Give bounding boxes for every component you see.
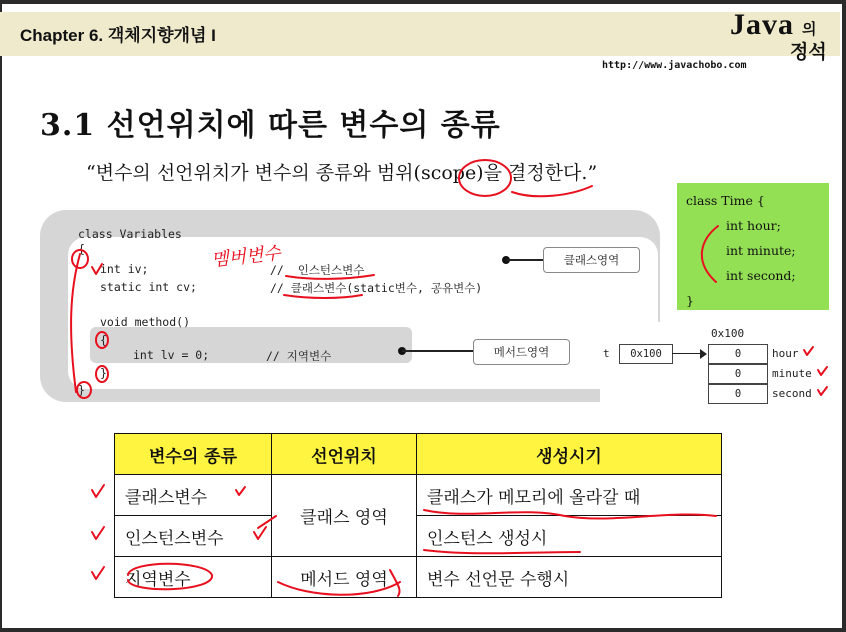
code-line-iv: int iv; <box>100 262 149 276</box>
code-close-brace: } <box>78 383 85 397</box>
chapter-title: Chapter 6. 객체지향개념 I <box>20 26 216 45</box>
code-comment-iv: // 인스턴스변수 <box>270 263 365 277</box>
table-header-row <box>115 434 722 475</box>
table-row <box>115 557 722 598</box>
table-row <box>115 475 722 516</box>
row-kind: 클래스변수 <box>115 475 272 516</box>
header-kind: 변수의 종류 <box>115 434 272 475</box>
code-comment-lv: // 지역변수 <box>266 349 332 363</box>
memory-cell-minute: 0 <box>708 364 768 384</box>
code-comment-cv: // 클래스변수(static변수, 공유변수) <box>270 281 483 295</box>
table-row <box>115 516 722 557</box>
object-address: 0x100 <box>711 327 745 340</box>
code-open-brace: { <box>78 242 85 256</box>
row-kind: 인스턴스변수 <box>115 516 272 557</box>
ref-arrow-head <box>700 349 707 359</box>
slide-title: 3.1 선언위치에 따른 변수의 종류 <box>40 108 501 143</box>
ref-var-name: t <box>603 347 610 360</box>
time-line-1: class Time { <box>686 193 765 208</box>
code-method-line: void method() <box>100 315 191 329</box>
row-when: 인스턴스 생성시 <box>417 516 722 557</box>
code-class-line: class Variables <box>78 227 182 241</box>
row-location-class-area: 클래스 영역 <box>272 475 417 557</box>
code-line-cv: static int cv; <box>100 280 197 294</box>
quote: “변수의 선언위치가 변수의 종류와 범위(scope)을 결정한다.” <box>86 162 598 184</box>
ref-var-cell: 0x100 <box>619 344 673 364</box>
row-location: 메서드 영역 <box>272 557 417 598</box>
logo-ui: 의 <box>802 20 817 38</box>
time-line-4: int second; <box>726 268 796 283</box>
time-line-2: int hour; <box>726 218 781 233</box>
logo-jeongseok: 정석 <box>790 41 827 63</box>
header-location: 선언위치 <box>272 434 417 475</box>
code-line-lv: int lv = 0; <box>133 348 210 362</box>
code-method-open: { <box>100 333 107 347</box>
logo-url: http://www.javachobo.com <box>602 60 747 71</box>
method-region-label: 메서드영역 <box>473 339 570 365</box>
handwritten-member-vars: 멤버변수 <box>210 242 282 271</box>
variable-types-table <box>114 433 722 598</box>
row-when: 변수 선언문 수행시 <box>417 557 722 598</box>
class-area-connector <box>506 259 544 261</box>
class-region-label: 클래스영역 <box>543 247 640 273</box>
method-area-connector <box>402 350 474 352</box>
memory-label-minute: minute <box>772 367 812 380</box>
memory-label-hour: hour <box>772 347 799 360</box>
row-when: 클래스가 메모리에 올라갈 때 <box>417 475 722 516</box>
memory-cell-hour: 0 <box>708 344 768 364</box>
ref-arrow <box>672 353 702 354</box>
time-line-5: } <box>686 293 694 308</box>
memory-cell-second: 0 <box>708 384 768 404</box>
time-line-3: int minute; <box>726 243 796 258</box>
memory-label-second: second <box>772 387 812 400</box>
header-when: 생성시기 <box>417 434 722 475</box>
logo-java: Java <box>730 8 794 41</box>
row-kind: 지역변수 <box>115 557 272 598</box>
code-method-close: } <box>100 366 107 380</box>
